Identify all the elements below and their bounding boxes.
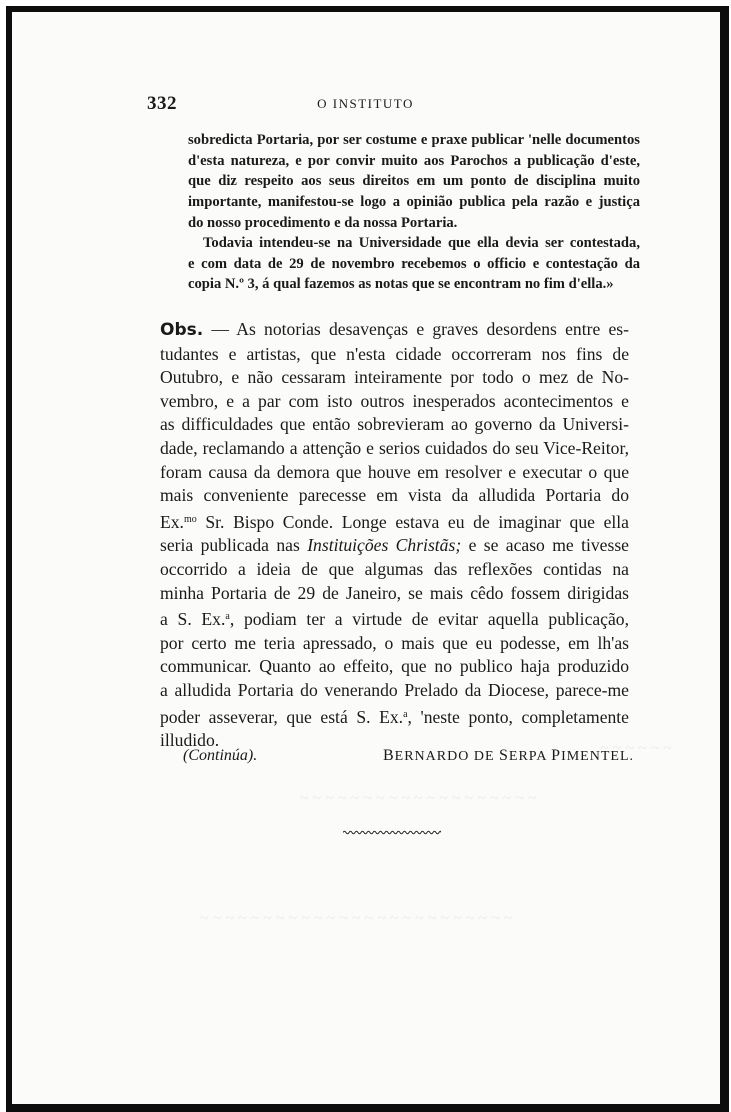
superscript: mo (183, 513, 197, 525)
superscript: a (225, 611, 230, 623)
text-line (160, 508, 629, 535)
text-segment: a S. Ex. (160, 609, 226, 630)
text-segment: , podiam ter a virtude de evitar aquella publicação, (229, 609, 629, 630)
text-line: mais conveniente parecesse em vista da alludida Portaria do (160, 485, 629, 506)
obs-label: Obs. (160, 320, 204, 340)
small-cap: S (499, 747, 509, 764)
text-segment: — As notorias desavenças e graves desordens entre es- (203, 319, 629, 339)
text-line: dade, reclamando a attenção e serios cuidados do seu Vice-Reitor, (160, 437, 629, 458)
signature-line (183, 747, 634, 765)
paragraph-todavia (188, 233, 640, 295)
text-line: e com data de 29 de novembro recebemos o officio e contestação da (188, 255, 640, 272)
text-line: que diz respeito aos seus direitos em um ponto de disciplina muito (188, 173, 640, 190)
text-line: Todavia intendeu-se na Universidade que ella devia ser contestada, (203, 235, 640, 251)
text-line: a alludida Portaria do venerando Prelado da Diocese, parece-me (160, 679, 629, 700)
text-line (160, 534, 629, 558)
text-segment: poder asseverar, que está S. Ex. (160, 706, 404, 727)
text-line (160, 703, 629, 730)
wavy-rule-ornament (343, 830, 441, 835)
text-line: Outubro, e não cessaram inteiramente por todo o mez de No- (160, 367, 629, 388)
text-line: vembro, e a par com isto outros inesperados acontecimentos e (160, 390, 629, 411)
text-segment: Sr. Bispo Conde. Longe estava eu de imaginar que ella (196, 511, 629, 532)
small-cap: B (383, 747, 395, 764)
paragraph-portaria (188, 130, 640, 234)
text-segment: seria publicada nas (160, 535, 308, 556)
text-line (160, 605, 629, 632)
text-line (160, 318, 629, 343)
text-line: por certo me teria apressado, o mais que eu podesse, em lh'as (160, 632, 629, 653)
text-line: communicar. Quanto ao effeito, que no publico haja produzido (160, 656, 629, 677)
small-cap: P (551, 747, 562, 764)
small-cap-rest: IMENTEL. (561, 749, 634, 764)
page-number: 332 (147, 93, 177, 114)
text-line: as difficuldades que então sobrevieram ao governo da Universi- (160, 414, 629, 435)
show-through-texture: ~ ~ ~ ~ ~ ~ ~ ~ ~ ~ ~ ~ ~ ~ ~ ~ ~ ~ ~ ~ ~ ~ ~ ~ ~ (200, 910, 513, 927)
text-line: do nosso procedimento e da nossa Portaria. (188, 214, 458, 231)
text-line: importante, manifestou-se logo a opinião publica pela razão e justiça (188, 194, 640, 211)
text-segment: Ex. (160, 511, 184, 532)
text-line: d'esta natureza, e por convir muito aos Parochos a publicação d'este, (188, 152, 640, 169)
show-through-texture: ~ ~ ~ ~ ~ ~ (600, 740, 672, 757)
text-line: copia N.º 3, á qual fazemos as notas que se encontram no fim d'ella.» (188, 276, 614, 293)
text-line: minha Portaria de 29 de Janeiro, se mais cêdo fossem dirigidas (160, 582, 629, 603)
small-cap-rest: ERNARDO DE (394, 749, 500, 764)
text-line: occorrido a ideia de que algumas das reflexões contidas na (160, 558, 629, 579)
text-segment: , 'neste ponto, completamente (407, 706, 629, 727)
small-cap-rest: ERPA (508, 749, 552, 764)
italic-title: Instituições Christãs; (307, 535, 462, 556)
continua-note: (Continúa). (183, 747, 258, 764)
author-name (383, 747, 634, 765)
text-line: tudantes e artistas, que n'esta cidade occorreram nos fins de (160, 343, 629, 364)
show-through-texture: ~ ~ ~ ~ ~ ~ ~ ~ ~ ~ ~ ~ ~ ~ ~ ~ ~ ~ ~ (300, 790, 537, 807)
text-line: illudido. (160, 730, 220, 751)
text-line: sobredicta Portaria, por ser costume e praxe publicar 'nelle documentos (188, 132, 640, 148)
obs-paragraph (160, 318, 629, 753)
superscript: a (403, 708, 408, 720)
text-line: foram causa da demora que houve em resolver e executar o que (160, 461, 629, 482)
running-title: O INSTITUTO (317, 96, 414, 111)
text-segment: e se acaso me tivesse (461, 535, 629, 556)
